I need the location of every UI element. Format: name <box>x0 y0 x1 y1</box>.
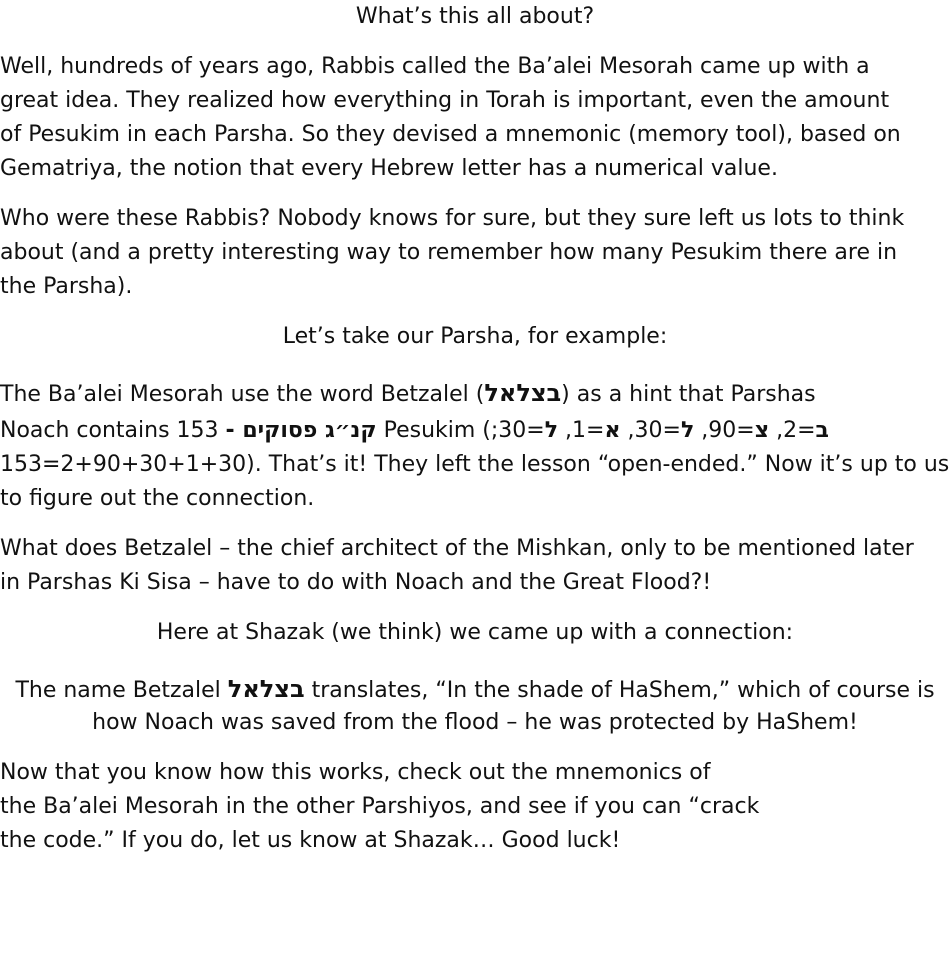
paragraph-who-line-1: Who were these Rabbis? Nobody knows for sure, but they sure left us lots to think <box>0 206 905 231</box>
paragraph-who <box>0 202 950 304</box>
paragraph-intro-line-1: Well, hundreds of years ago, Rabbis called the Ba’alei Mesorah came up with a <box>0 54 870 79</box>
gematria-value: =2 <box>783 418 816 443</box>
paragraph-connection <box>0 672 950 740</box>
connection-heading: Here at Shazak (we think) we came up with a connection: <box>156 620 794 645</box>
pesukim-text: Pesukim ( <box>376 418 491 443</box>
gematria-item <box>783 418 829 443</box>
paragraph-intro-line-2: great idea. They realized how everything in Torah is important, even the amount <box>0 88 890 113</box>
betzalel-intro-text: The Ba’alei Mesorah use the word Betzalel <box>0 382 476 407</box>
gematria-list: ב=2, צ=90, ל=30, א=1, ל=30; <box>490 418 829 443</box>
paren-close: ) <box>561 382 570 407</box>
gematria-letter: ב <box>815 418 829 443</box>
paren-open: ( <box>475 382 485 407</box>
hebrew-betzalel: בצלאל <box>484 379 562 407</box>
noach-contains-text: Noach contains 153 <box>0 418 226 443</box>
paragraph-closing <box>0 756 950 858</box>
paragraph-who-line-3: the Parsha). <box>0 274 133 299</box>
hebrew-betzalel-2: בצלאל <box>227 675 305 703</box>
gematria-value: =90 <box>708 418 755 443</box>
betzalel-hint-text: as a hint that Parshas <box>569 382 816 407</box>
gematria-item <box>572 418 620 443</box>
paragraph-betzalel-line-2 <box>0 414 950 448</box>
paragraph-betzalel-line-3: 153=2+90+30+1+30). That’s it! They left the lesson “open-ended.” Now it’s up to us <box>0 452 950 477</box>
paragraph-connection-line-2: how Noach was saved from the flood – he was protected by HaShem! <box>92 710 858 735</box>
gematria-item <box>635 418 695 443</box>
paragraph-closing-line-1: Now that you know how this works, check out the mnemonics of <box>0 760 711 785</box>
gematria-letter: צ <box>754 418 770 443</box>
paragraph-closing-line-3: the code.” If you do, let us know at Shazak… Good luck! <box>0 828 621 853</box>
paragraph-question <box>0 532 950 600</box>
name-betzalel-text: The name Betzalel <box>15 678 228 703</box>
gematria-value: =30 <box>634 418 681 443</box>
gematria-item <box>498 418 558 443</box>
dash: - <box>225 418 243 443</box>
gematria-item <box>708 418 769 443</box>
paragraph-who-line-2: about (and a pretty interesting way to remember how many Pesukim there are in <box>0 240 898 265</box>
paragraph-closing-line-2: the Ba’alei Mesorah in the other Parshiyos, and see if you can “crack <box>0 794 760 819</box>
paragraph-betzalel-line-1 <box>0 376 950 410</box>
gematria-letter: ל <box>680 418 695 443</box>
paragraph-question-line-2: in Parshas Ki Sisa – have to do with Noach and the Great Flood?! <box>0 570 712 595</box>
gematria-letter: ל <box>544 418 559 443</box>
gematria-value: =1 <box>572 418 605 443</box>
paragraph-connection-line-1 <box>0 672 950 706</box>
paragraph-intro <box>0 50 950 186</box>
paragraph-question-line-1: What does Betzalel – the chief architect of the Mishkan, only to be mentioned later <box>0 536 914 561</box>
example-heading: Let’s take our Parsha, for example: <box>282 324 668 349</box>
hebrew-153-pesukim: קנ״ג פסוקים <box>242 418 377 443</box>
paragraph-intro-line-3: of Pesukim in each Parsha. So they devised a mnemonic (memory tool), based on <box>0 122 901 147</box>
gematria-letter: א <box>604 418 621 443</box>
paragraph-betzalel-line-4: to figure out the connection. <box>0 486 315 511</box>
paragraph-intro-line-4: Gematriya, the notion that every Hebrew letter has a numerical value. <box>0 156 778 181</box>
gematria-value: =30 <box>498 418 545 443</box>
translates-text: translates, “In the shade of HaShem,” which of course is <box>304 678 935 703</box>
heading: What’s this all about? <box>355 4 595 29</box>
paragraph-betzalel <box>0 376 950 516</box>
